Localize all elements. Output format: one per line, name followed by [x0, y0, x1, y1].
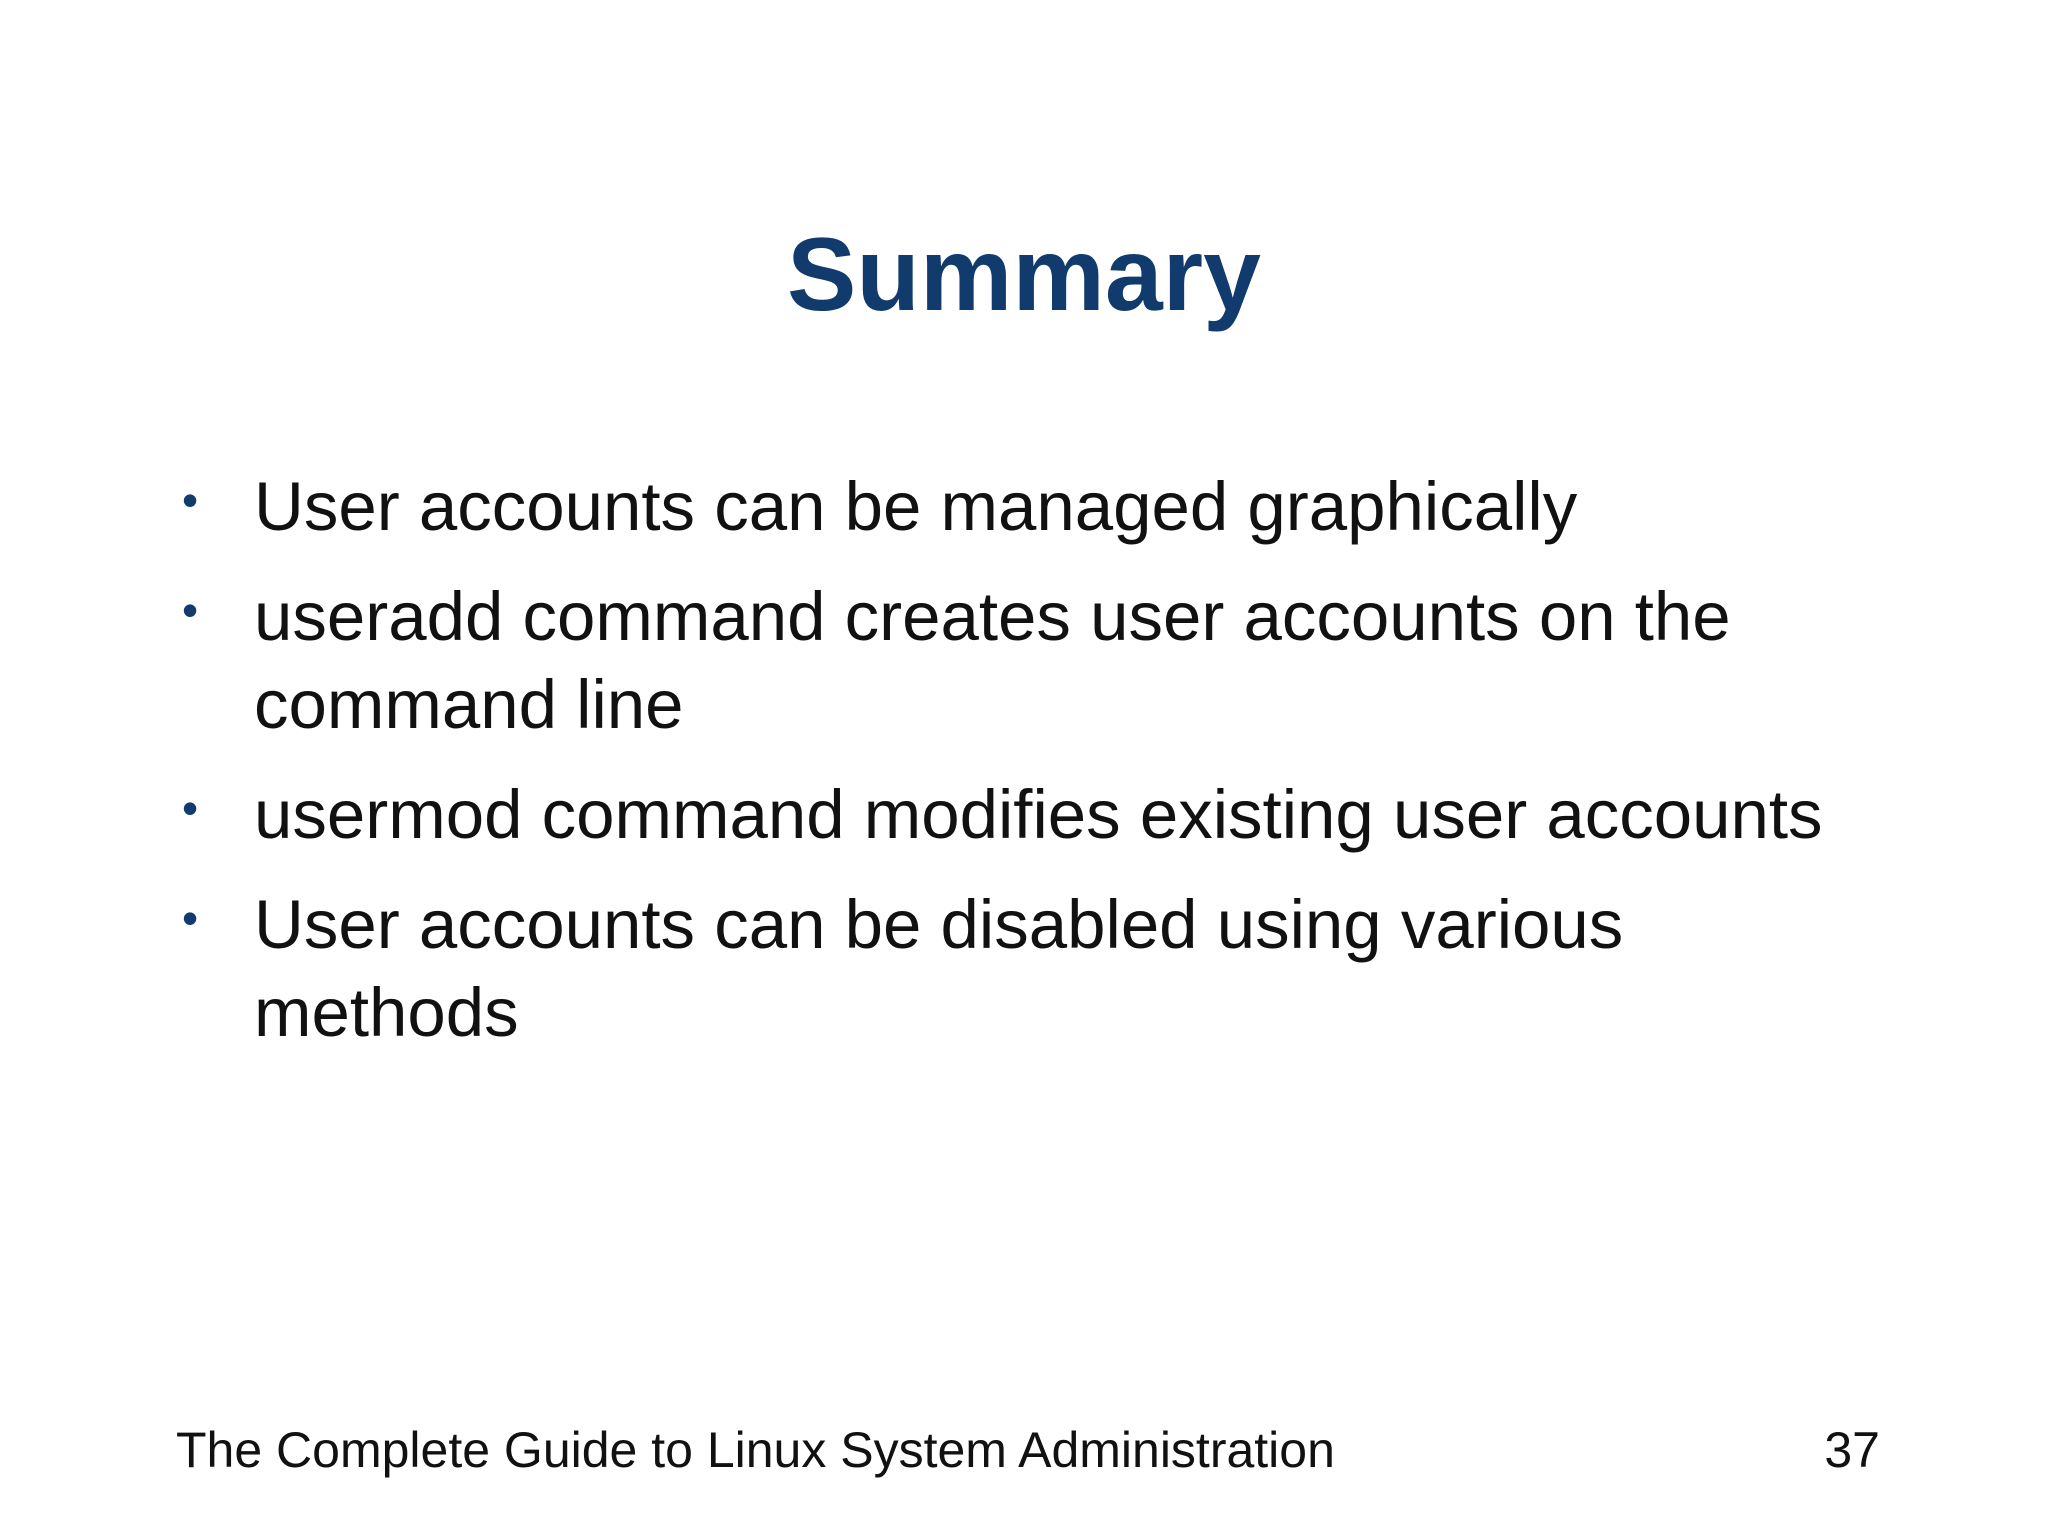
- slide-title: Summary: [787, 217, 1261, 333]
- bullet-icon: •: [182, 782, 199, 834]
- bullet-item: [170, 573, 1890, 749]
- bullet-item: [170, 463, 1890, 551]
- bullet-text: usermod command modifies existing user accounts: [254, 776, 1823, 853]
- bullet-item: [170, 771, 1890, 859]
- page-number: 37: [1824, 1422, 1880, 1478]
- bullet-list: [170, 463, 1890, 1079]
- bullet-text: User accounts can be disabled using various methods: [254, 886, 1624, 1051]
- bullet-item: [170, 881, 1890, 1057]
- bullet-icon: •: [182, 892, 199, 944]
- bullet-text: useradd command creates user accounts on the command line: [254, 578, 1731, 743]
- bullet-icon: •: [182, 474, 199, 526]
- bullet-text: User accounts can be managed graphically: [254, 468, 1578, 545]
- bullet-icon: •: [182, 584, 199, 636]
- footer-title: The Complete Guide to Linux System Administration: [176, 1422, 1335, 1478]
